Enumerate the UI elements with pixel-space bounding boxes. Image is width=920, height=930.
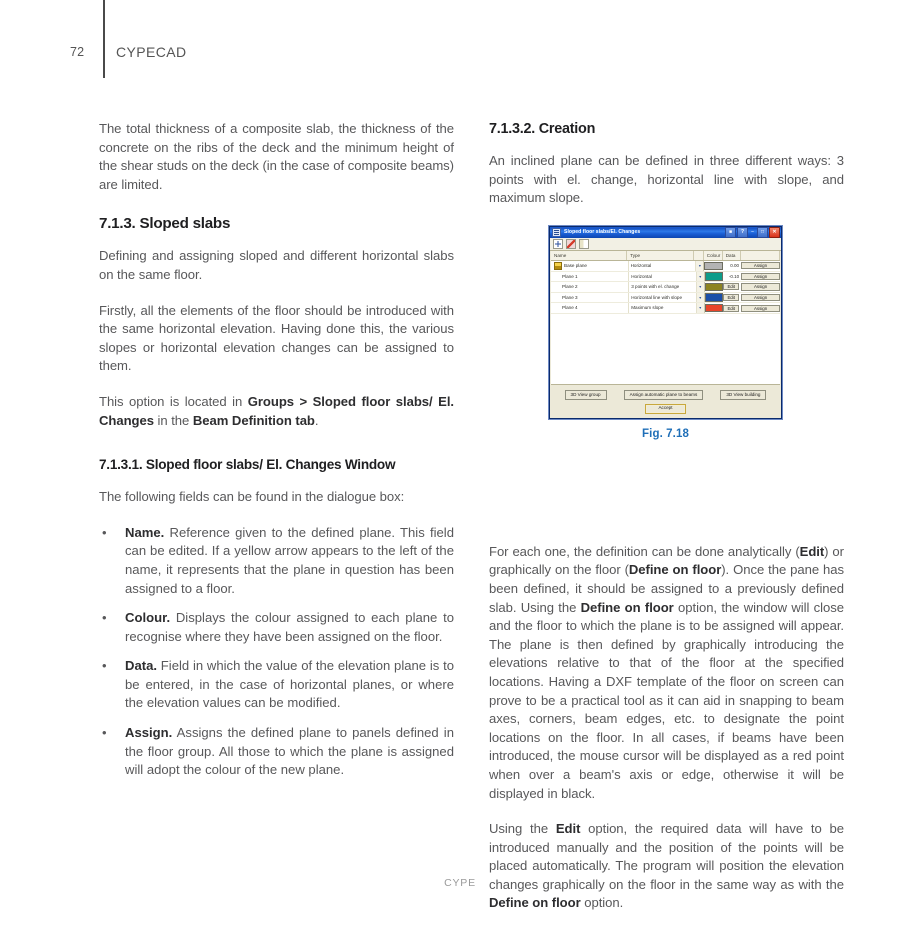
option-prefix: This option is located in [99,393,248,409]
cell-data[interactable] [723,261,741,271]
data-value: 0.00 [730,263,739,268]
emphasis-term: Edit [555,821,581,837]
list-item-label: Colour. [125,610,171,626]
edit-button[interactable]: Edit [723,305,739,312]
list-item [99,724,454,780]
assign-button[interactable]: Assign [741,305,780,312]
figure-sloped-floor-dialog [549,226,782,440]
cell-assign [741,303,780,313]
type-dropdown-arrow-icon[interactable]: ▾ [696,272,705,282]
planes-table-header [551,251,780,261]
list-item-label: Data. [125,658,158,674]
edit-button[interactable]: Edit [723,283,739,290]
list-item-text: Reference given to the defined plane. This field can be edited. If a yellow arrow appears to the left of the name, it represents that the plane in question has been assigned to a floor. [125,524,454,596]
column-header-name: Name [551,251,627,260]
colour-swatch [705,293,724,302]
type-dropdown-arrow-icon[interactable]: ▾ [696,303,705,313]
table-row[interactable] [551,282,780,293]
type-dropdown-arrow-icon[interactable]: ▾ [696,282,705,292]
assign-button[interactable]: Assign [741,273,780,280]
table-row[interactable] [551,272,780,283]
paragraph-firstly: Firstly, all the elements of the floor should be introduced with the same horizontal elevation. Having done this, the various slopes or horizontal elevation changes can be assigned to them. [99,302,454,374]
add-plane-icon[interactable] [553,239,563,249]
list-item-text: Field in which the value of the elevation plane is to be entered, in the case of horizontal planes, or where the elevation values can be modified. [125,658,454,711]
edit-button[interactable]: Edit [723,294,739,301]
cell-name-text: Plane 2 [562,284,578,290]
cell-type: Maximum slope [628,303,695,313]
column-header-type: Type [627,251,694,260]
minimize-button[interactable]: – [751,229,754,235]
cell-assign [741,282,780,292]
cell-assign [741,293,780,303]
column-header-colour: Colour [704,251,723,260]
table-row[interactable] [551,303,780,314]
emphasis-term: Define on floor [628,562,722,578]
bullet-icon: • [102,725,107,741]
cell-name-text: Plane 3 [562,294,578,300]
edit-plane-icon[interactable] [566,239,576,249]
paragraph-option-location [99,393,454,430]
paragraph-composite-slab: The total thickness of a composite slab, the thickness of the concrete on the ribs of the deck and the minimum height of the shear studs on the deck (in the case of composite beams) are limited. [99,121,454,192]
cell-data[interactable] [723,303,741,313]
list-item-label: Assign. [125,725,173,741]
emphasis-term: Edit [799,543,825,559]
body-text: ) or graphically on the floor ( [489,543,844,578]
paragraph-defining: Defining and assigning sloped and different horizontal slabs on the same floor. [99,248,454,282]
accept-button[interactable]: Accept [645,404,685,414]
bullet-icon: • [102,524,107,540]
dialog-toolbar [550,238,781,251]
cell-type: Horizontal [628,272,695,282]
properties-button[interactable]: ■ [725,227,736,238]
body-text: option, the required data will have to be introduced manually and the position of the points will be placed automatically. The program will position the elevation changes graphically on the floor in the same way as with the [489,821,844,892]
dialog-action-row [550,388,781,400]
page-header [70,0,850,85]
paragraph-fields: The following fields can be found in the dialogue box: [99,489,405,505]
figure-caption: Fig. 7.18 [642,427,689,440]
list-item-label: Name. [125,524,165,540]
table-row[interactable] [551,261,780,272]
table-row[interactable] [551,293,780,304]
colour-swatch [705,283,724,292]
cell-colour[interactable] [705,293,724,303]
type-dropdown-arrow-icon[interactable]: ▾ [696,293,705,303]
page-number: 72 [70,45,85,59]
cell-name [551,272,628,282]
list-item [99,609,454,646]
cell-colour[interactable] [705,272,724,282]
window-menu-icon[interactable] [552,228,561,237]
emphasis-term: Define on floor [489,895,581,911]
sloped-floor-slabs-dialog [549,226,782,419]
body-text: option, the window will close and the floor to which the plane is to be assigned will appear. The plane is then defined by graphically introducing the elevations relative to that of the floor at the specified locations. Having a DXF template of the floor on screen can prove to be a practical tool as it can aid in snapping to beam axes, corners, beam edges, etc. to designate the point locations on the floor. In all cases, if beams have been introduced, the mouse cursor will be displayed as a red point when over a beam's axis or edge, otherwise it will be displayed in black. [489,599,844,801]
help-button[interactable]: ? [737,227,748,238]
column-header-dropdown [694,251,703,260]
body-text: Using the [489,821,556,837]
cell-name [551,282,628,292]
cell-name-text: Plane 4 [562,305,578,311]
close-button[interactable]: ✕ [769,227,780,238]
list-item-text: Displays the colour assigned to each plane to recognise where they have been assigned on the floor. [125,610,454,644]
assign-automatic-plane-button[interactable]: Assign automatic plane to beams [624,390,704,400]
cell-data[interactable] [723,272,741,282]
paragraph-using-edit [489,820,844,913]
cell-colour[interactable] [705,303,724,313]
list-item-text: Assigns the defined plane to panels defined in the floor group. All those to which the plane is assigned will adopt the colour of the new plane. [125,725,454,778]
column-header-assign [741,251,780,260]
left-column [99,120,454,791]
colour-swatch [704,262,723,271]
window-buttons [725,227,780,238]
assign-button[interactable]: Assign [741,262,780,269]
cell-name [551,303,628,313]
column-header-data: Data [723,251,741,260]
view-building-3d-button[interactable]: 3D View building [720,390,766,400]
list-item [99,524,454,598]
view-group-3d-button[interactable]: 3D View group [565,390,607,400]
cell-type: 3 points with el. change [628,282,695,292]
cell-type: Horizontal [628,261,696,271]
cell-type: Horizontal line with slope [628,293,695,303]
body-text: For each one, the definition can be done analytically ( [489,543,800,559]
cell-name [551,293,628,303]
option-tab-name: Beam Definition tab [192,412,315,428]
option-menu-path: Groups > Sloped floor slabs/ El. Changes [99,393,454,428]
bullet-icon: • [102,610,107,626]
list-item [99,657,454,713]
cell-name-text: Base plane [564,263,587,268]
assign-button[interactable]: Assign [741,283,780,290]
colour-swatch [705,272,724,281]
type-dropdown-arrow-icon[interactable]: ▾ [695,261,704,271]
cell-data[interactable] [723,282,741,292]
page-footer: CYPE [444,877,476,889]
header-title: CYPECAD [116,44,187,60]
heading-creation: 7.1.3.2. Creation [489,121,596,137]
paragraph-definition-methods [489,543,844,803]
dialog-footer [550,385,781,418]
field-list [99,524,454,780]
assigned-plane-icon [554,262,562,270]
heading-window: 7.1.3.1. Sloped floor slabs/ El. Changes Window [99,457,396,473]
option-mid: in the [153,412,193,428]
header-divider [103,0,105,78]
maximize-button[interactable]: □ [757,227,768,238]
planes-table-body [551,261,780,384]
copy-plane-icon[interactable] [579,239,589,249]
data-value: -0.10 [728,273,740,279]
body-text: ). Once the pane has been defined, it should be assigned to a previously defined slab. Using the [489,562,844,615]
planes-table [551,251,780,385]
cell-colour[interactable] [704,261,723,271]
assign-button[interactable]: Assign [741,294,780,301]
cell-assign [741,261,780,271]
cell-name [551,261,628,271]
bullet-icon: • [102,658,107,674]
paragraph-inclined-plane: An inclined plane can be defined in three different ways: 3 points with el. change, horizontal line with slope, and maximum slope. [489,153,844,206]
colour-swatch [705,304,724,313]
dialog-titlebar [550,227,781,238]
option-suffix: . [314,412,319,428]
cell-assign [741,272,780,282]
dialog-title: Sloped floor slabs/El. Changes [564,228,641,235]
dialog-accept-row [550,400,781,414]
cell-data[interactable] [723,293,741,303]
body-text: option. [580,895,624,911]
cell-colour[interactable] [705,282,724,292]
cell-name-text: Plane 1 [562,273,578,279]
emphasis-term: Define on floor [580,599,674,615]
heading-sloped-slabs: 7.1.3. Sloped slabs [99,215,231,233]
